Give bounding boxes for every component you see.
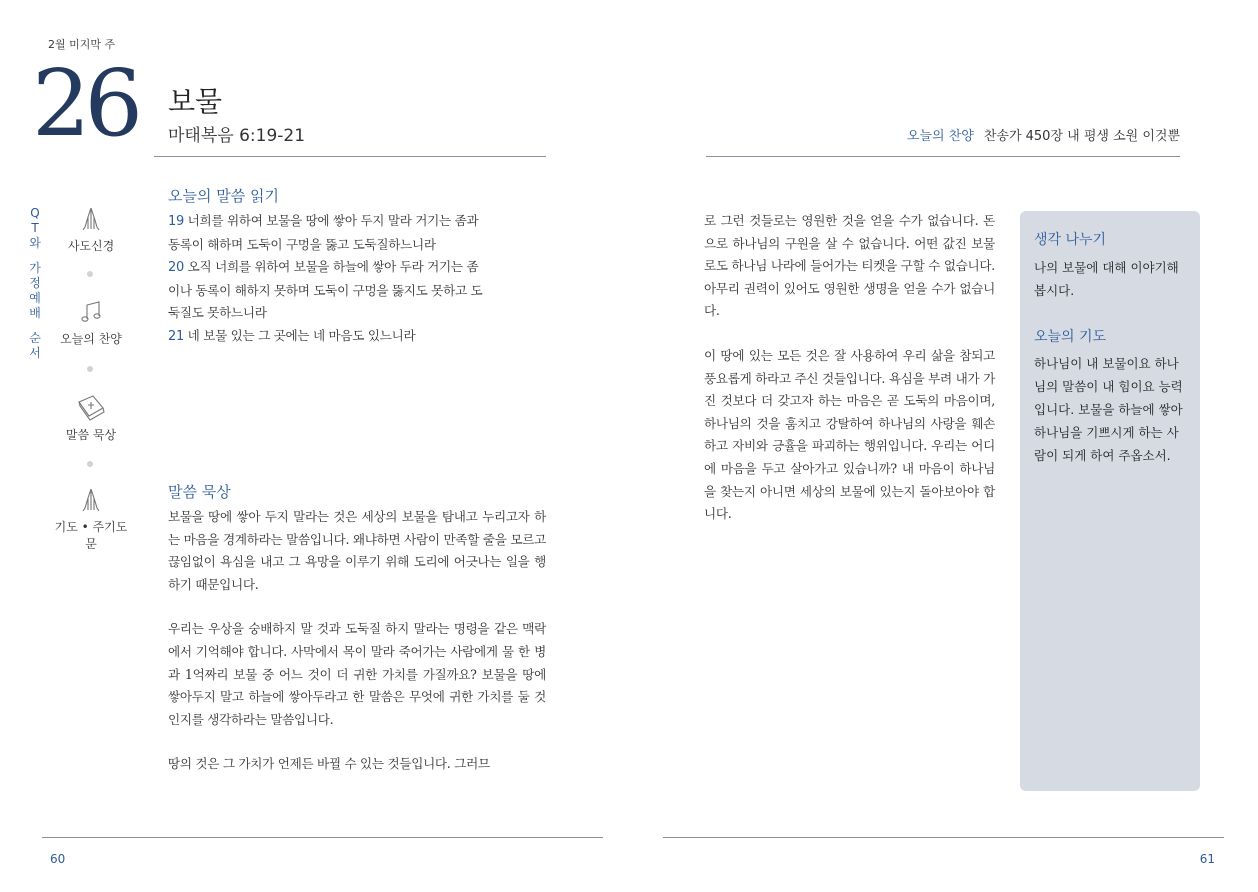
step-dot — [87, 271, 93, 277]
day-number: 26 — [32, 50, 138, 157]
page-number-right: 61 — [1199, 852, 1215, 866]
meditation-paragraph: 로 그런 것들로는 영원한 것을 얻을 수가 없습니다. 돈으로 하나님의 구원을 살 수 없습니다. 어떤 값진 보물로도 하나님 나라에 들어가는 티켓을 구할 수 없습니다. 아무리 권력이 있어도 영원한 생명을 얻을 수가 없습니다. — [704, 213, 995, 319]
step-dot — [87, 461, 93, 467]
praying-hands-icon — [77, 205, 105, 233]
prayer-text: 하나님이 내 보물이요 하나님의 말씀이 내 힘이요 능력입니다. 보물을 하늘에 쌓아 하나님을 기쁘시게 하는 사람이 되게 하여 주옵소서. — [1034, 356, 1183, 463]
meditation-body — [168, 506, 546, 798]
todays-hymn — [907, 125, 1180, 144]
reflection-box — [1020, 211, 1200, 791]
hymn-title: 찬송가 450장 내 평생 소원 이것뿐 — [983, 129, 1180, 144]
week-label: 2월 미지막 주 — [48, 38, 116, 51]
reading-heading: 오늘의 말씀 읽기 — [168, 187, 279, 205]
meditation-heading: 말씀 묵상 — [168, 483, 231, 501]
verse-line: 21 네 보물 있는 그 곳에는 네 마음도 있느니라 — [168, 327, 416, 344]
scripture-reference: 마태복음 6:19-21 — [168, 126, 306, 146]
bible-icon — [76, 392, 106, 422]
vertical-section-title: Q T 와 가 정 예 배 순 서 — [29, 206, 41, 360]
step-word-meditation: 말씀 묵상 — [52, 392, 130, 443]
meditation-paragraph: 땅의 것은 그 가치가 언제든 바뀔 수 있는 것들입니다. 그러므 — [168, 756, 490, 772]
verse-line: 이나 동록이 해하지 못하며 도둑이 구멍을 뚫지도 못하고 도 — [168, 282, 483, 298]
meditation-paragraph: 보물을 땅에 쌓아 두지 말라는 것은 세상의 보물을 탐내고 누리고자 하는 마음을 경계하라는 말씀입니다. 왜냐하면 사람이 만족할 줄을 모르고 끊임없이 욕심을 내고 그 욕망을 이루기 위해 도리에 어긋나는 일을 행하기 때문입니다. — [168, 509, 546, 592]
meditation-paragraph: 이 땅에 있는 모든 것은 잘 사용하여 우리 삶을 참되고 풍요롭게 하라고 주신 것들입니다. 욕심을 부려 내가 가진 것보다 더 갖고자 하는 마음은 곧 도둑의 마음이며, 하나님의 것을 훔치고 강탈하여 하나님의 사랑을 훼손하고 자비와 긍휼을 파괴하는 행위입니다. 우리는 어디에 마음을 두고 살아가고 있습니까? 내 마음이 하나님을 찾는지 아니면 세상의 보물에 있는지 돌아보아야 합니다. — [704, 347, 995, 522]
verse-line: 동록이 해하며 도둑이 구멍을 뚫고 도둑질하느니라 — [168, 236, 436, 252]
music-note-icon — [77, 298, 105, 326]
verse-line: 20 오직 너희를 위하여 보물을 하늘에 쌓아 두라 거기는 좀 — [168, 259, 479, 276]
hymn-label: 오늘의 찬양 — [906, 129, 974, 144]
footer-divider-left — [42, 837, 603, 838]
step-todays-hymn: 오늘의 찬양 — [52, 298, 130, 347]
prayer-heading: 오늘의 기도 — [1034, 329, 1107, 345]
step-apostles-creed: 사도신경 — [52, 205, 130, 254]
share-heading: 생각 나누기 — [1034, 232, 1107, 248]
praying-hands-icon — [77, 486, 105, 514]
meditation-continued — [704, 210, 995, 548]
verse-line: 둑질도 못하느니라 — [168, 305, 267, 321]
footer-divider-right — [663, 837, 1224, 838]
step-dot — [87, 366, 93, 372]
header-divider-right — [706, 156, 1180, 157]
page-number-left: 60 — [50, 852, 66, 866]
header-divider-left — [154, 156, 546, 157]
share-text: 나의 보물에 대해 이야기해 봅시다. — [1034, 260, 1179, 298]
page-title: 보물 — [168, 85, 223, 118]
scripture-verses — [168, 210, 548, 349]
step-prayer: 기도 • 주기도문 — [52, 486, 130, 552]
verse-line: 19 너희를 위하여 보물을 땅에 쌓아 두지 말라 거기는 좀과 — [168, 213, 479, 229]
meditation-paragraph: 우리는 우상을 숭배하지 말 것과 도둑질 하지 말라는 명령을 같은 맥락에서 기억해야 합니다. 사막에서 목이 말라 죽어가는 사람에게 물 한 병과 1억짜리 보물 중 어느 것이 더 귀한 가치를 가질까요? 보물을 땅에 쌓아두지 말고 하늘에 쌓아두라고 한 말씀은 무엇에 귀한 가치를 둘 것인지를 생각하라는 말씀입니다. — [168, 621, 546, 727]
